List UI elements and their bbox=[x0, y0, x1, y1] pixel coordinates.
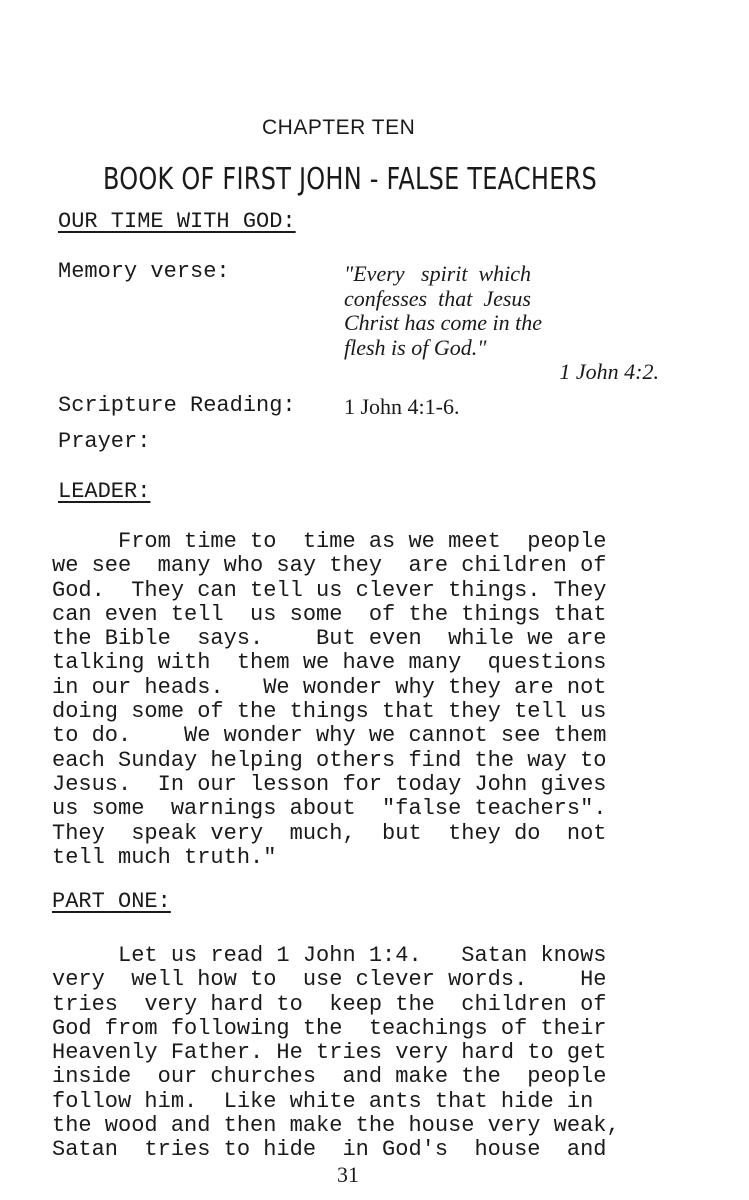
paragraph-line: very well how to use clever words. He bbox=[52, 967, 607, 993]
memory-verse-line: confesses that Jesus bbox=[344, 285, 531, 311]
paragraph-line: can even tell us some of the things that bbox=[52, 601, 607, 627]
scripture-reading-value: 1 John 4:1-6. bbox=[344, 394, 460, 419]
paragraph-line: each Sunday helping others find the way to bbox=[52, 747, 607, 773]
paragraph-line: us some warnings about "false teachers". bbox=[52, 796, 607, 822]
paragraph-line: follow him. Like white ants that hide in bbox=[52, 1088, 594, 1114]
paragraph-line: in our heads. We wonder why they are not bbox=[52, 674, 607, 700]
prayer-label: Prayer: bbox=[58, 429, 151, 454]
leader-paragraph bbox=[52, 530, 607, 870]
paragraph-line: the wood and then make the house very weak, bbox=[52, 1113, 620, 1139]
paragraph-line: From time to time as we meet people bbox=[52, 529, 607, 554]
memory-verse bbox=[344, 262, 659, 385]
paragraph-line: we see many who say they are children of bbox=[52, 553, 607, 579]
paragraph-line: the Bible says. But even while we are bbox=[52, 626, 607, 652]
memory-verse-line: flesh is of God." bbox=[344, 334, 487, 360]
section-heading-time-with-god: OUR TIME WITH GOD: bbox=[58, 209, 296, 234]
chapter-label: CHAPTER TEN bbox=[262, 116, 416, 139]
paragraph-line: doing some of the things that they tell us bbox=[52, 699, 607, 725]
paragraph-line: God from following the teachings of their bbox=[52, 1015, 607, 1041]
paragraph-line: Satan tries to hide in God's house and bbox=[52, 1137, 607, 1163]
paragraph-line: tell much truth." bbox=[52, 844, 277, 870]
chapter-title: BOOK OF FIRST JOHN - FALSE TEACHERS bbox=[103, 162, 598, 197]
paragraph-line: Jesus. In our lesson for today John gives bbox=[52, 771, 607, 797]
memory-verse-line: Christ has come in the bbox=[344, 310, 542, 335]
part-one-paragraph bbox=[52, 944, 620, 1163]
leader-heading: LEADER: bbox=[58, 479, 151, 504]
paragraph-line: talking with them we have many questions bbox=[52, 650, 607, 676]
part-one-heading: PART ONE: bbox=[52, 889, 171, 914]
paragraph-line: Let us read 1 John 1:4. Satan knows bbox=[52, 943, 607, 968]
paragraph-line: tries very hard to keep the children of bbox=[52, 991, 607, 1017]
paragraph-line: to do. We wonder why we cannot see them bbox=[52, 723, 607, 749]
paragraph-line: Heavenly Father. He tries very hard to get bbox=[52, 1040, 607, 1066]
scripture-reading-label: Scripture Reading: bbox=[58, 393, 296, 418]
memory-verse-reference: 1 John 4:2. bbox=[559, 359, 659, 384]
memory-verse-label: Memory verse: bbox=[58, 259, 230, 284]
memory-verse-line: "Every spirit which bbox=[344, 261, 532, 286]
paragraph-line: inside our churches and make the people bbox=[52, 1064, 607, 1090]
paragraph-line: They speak very much, but they do not bbox=[52, 820, 607, 846]
paragraph-line: God. They can tell us clever things. They bbox=[52, 577, 607, 603]
page-number: 31 bbox=[337, 1162, 359, 1187]
